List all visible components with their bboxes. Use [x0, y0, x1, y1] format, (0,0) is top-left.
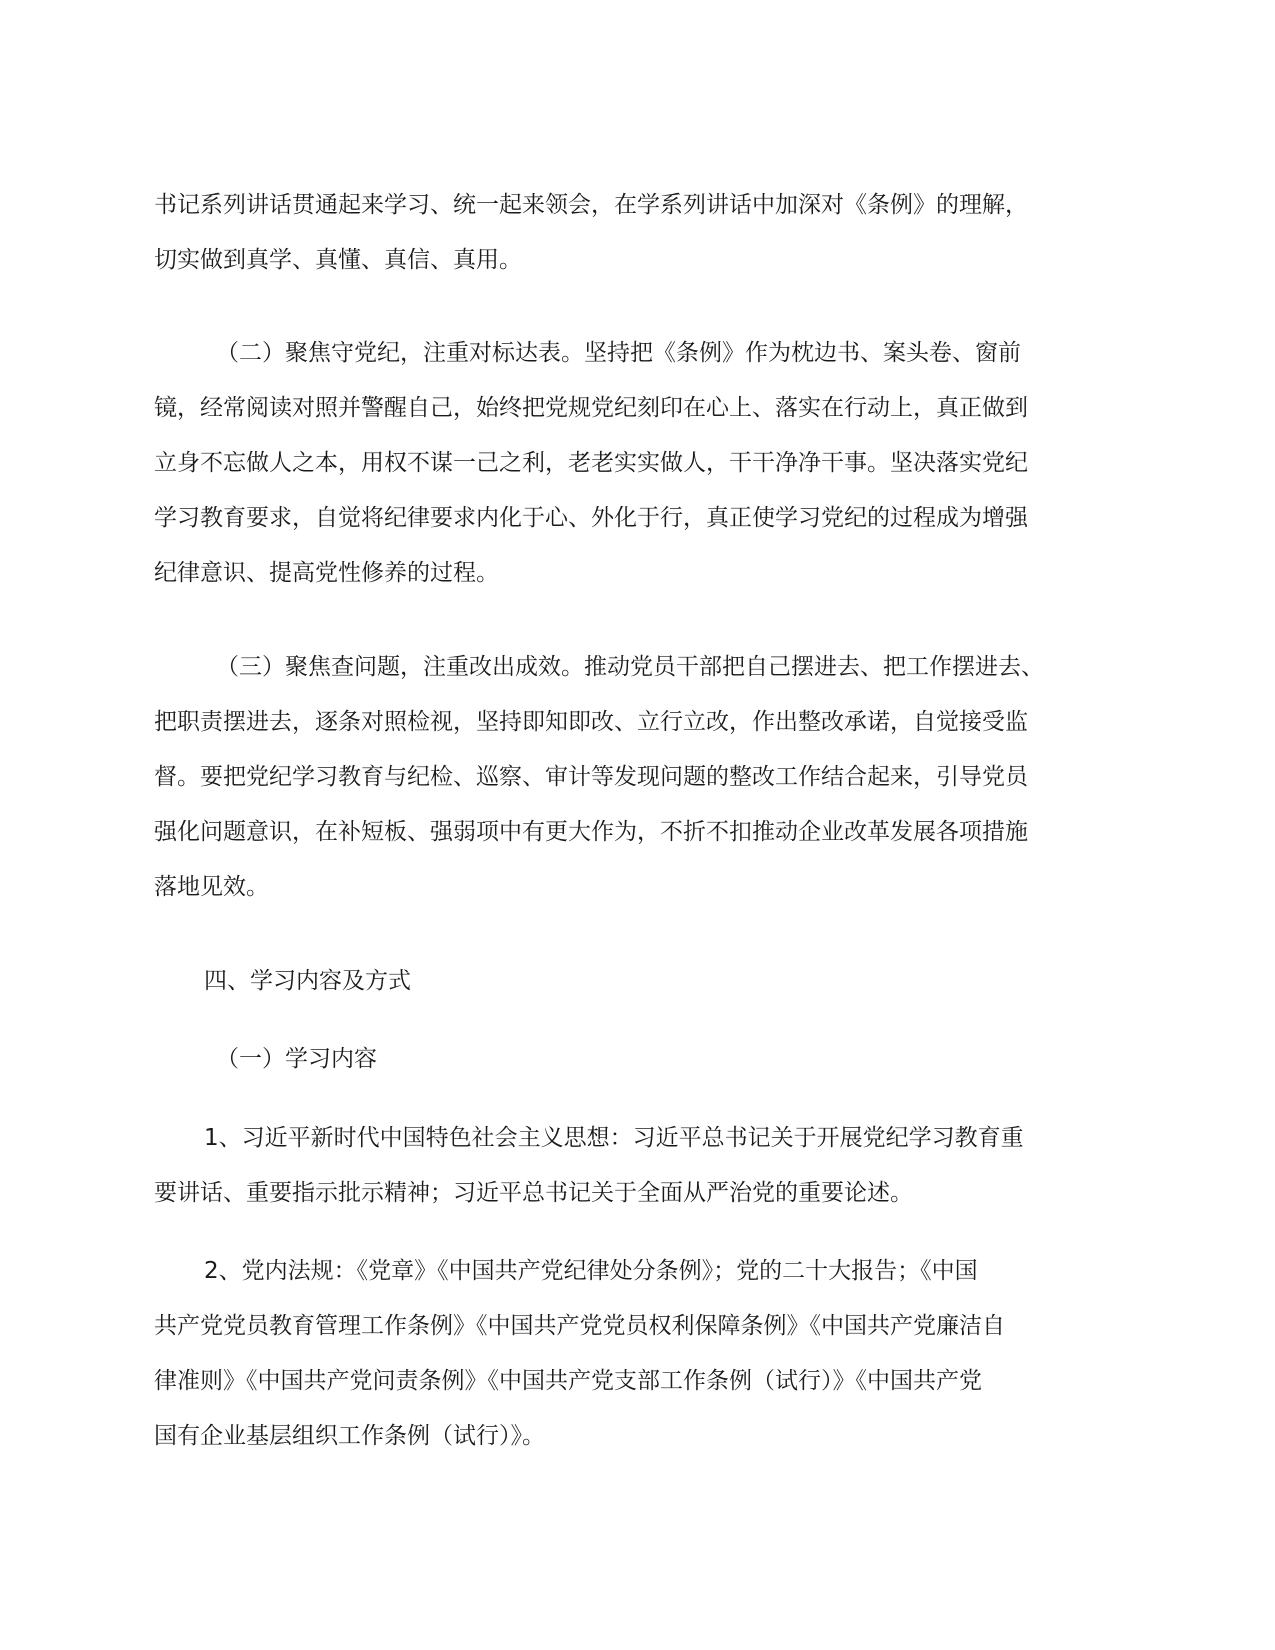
text-line: 立身不忘做人之本，用权不谋一己之利，老老实实做人，干干净净干事。坚决落实党纪	[154, 450, 1028, 476]
text-line: 要讲话、重要指示批示精神；习近平总书记关于全面从严治党的重要论述。	[154, 1180, 913, 1206]
text-line: 镜，经常阅读对照并警醒自己，始终把党规党纪刻印在心上、落实在行动上，真正做到	[154, 395, 1028, 421]
list-item-one: 1、习近平新时代中国特色社会主义思想：习近平总书记关于开展党纪学习教育重	[204, 1125, 1024, 1151]
text-line: 把职责摆进去，逐条对照检视，坚持即知即改、立行立改，作出整改承诺，自觉接受监	[154, 709, 1028, 735]
text-line: 国有企业基层组织工作条例（试行）》。	[154, 1423, 545, 1449]
section-heading-three: （三）聚焦查问题，注重改出成效。推动党员干部把自己摆进去、把工作摆进去、	[216, 654, 1044, 680]
text-line: 书记系列讲话贯通起来学习、统一起来领会，在学系列讲话中加深对《条例》的理解，	[154, 192, 1028, 218]
text-line: 切实做到真学、真懂、真信、真用。	[154, 247, 522, 273]
text-line: 督。要把党纪学习教育与纪检、巡察、审计等发现问题的整改工作结合起来，引导党员	[154, 764, 1028, 790]
subsection-heading: （一）学习内容	[216, 1046, 377, 1072]
text-line: 学习教育要求，自觉将纪律要求内化于心、外化于行，真正使学习党纪的过程成为增强	[154, 505, 1028, 531]
text-line: 共产党党员教育管理工作条例》《中国共产党党员权利保障条例》《中国共产党廉洁自	[154, 1313, 1005, 1339]
text-line: 强化问题意识，在补短板、强弱项中有更大作为，不折不扣推动企业改革发展各项措施	[154, 819, 1028, 845]
chapter-heading: 四、学习内容及方式	[204, 968, 411, 994]
text-line: 纪律意识、提高党性修养的过程。	[154, 560, 499, 586]
list-item-two: 2、党内法规：《党章》《中国共产党纪律处分条例》；党的二十大报告；《中国	[204, 1258, 978, 1284]
text-line: 落地见效。	[154, 874, 269, 900]
section-heading-two: （二）聚焦守党纪，注重对标达表。坚持把《条例》作为枕边书、案头卷、窗前	[216, 340, 1021, 366]
text-line: 律准则》《中国共产党问责条例》《中国共产党支部工作条例（试行）》《中国共产党	[154, 1368, 982, 1394]
